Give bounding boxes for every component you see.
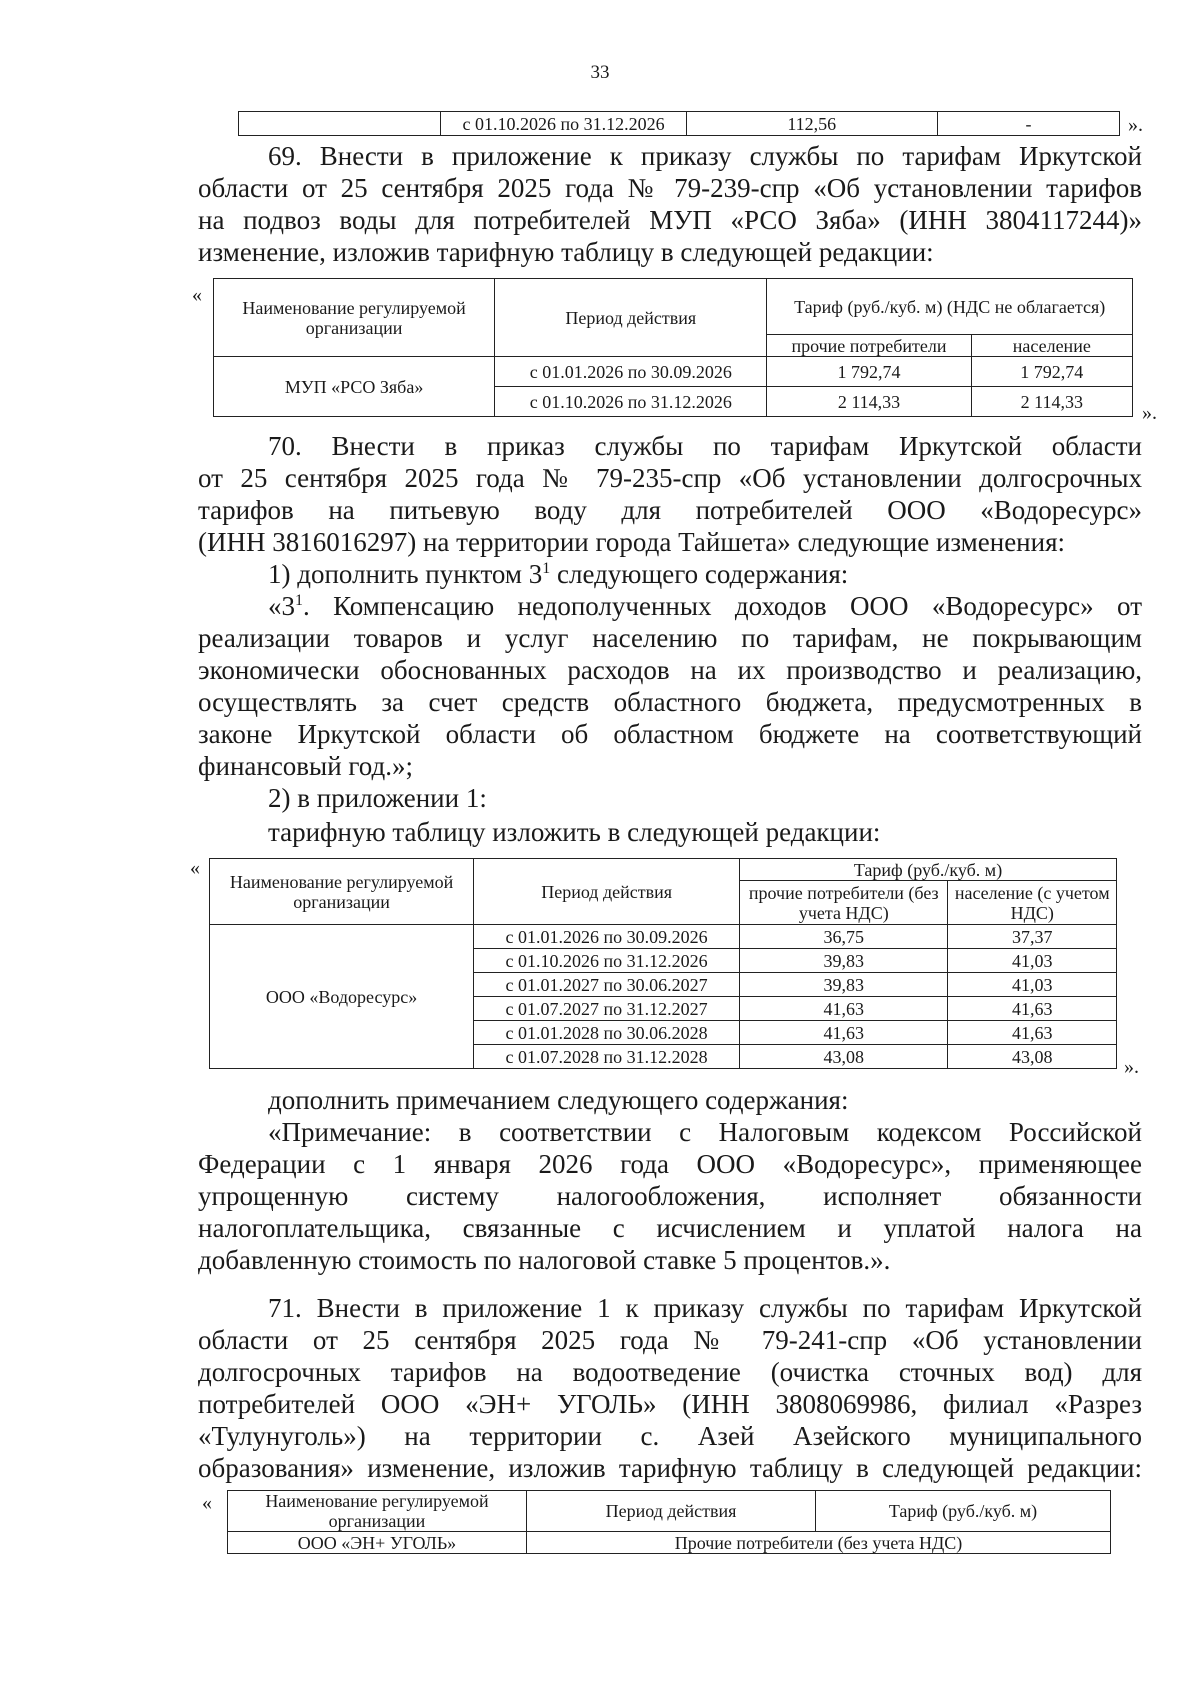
table70-header-org: Наименование регулируемой организации: [210, 859, 474, 925]
top-table: [238, 111, 1120, 136]
p70-item2-sub: тарифную таблицу изложить в следующей редакции:: [268, 817, 881, 847]
p71-line: «Тулунуголь») на территории с. Азей Азейского муниципального: [198, 1421, 1142, 1451]
p70-quote-line: реализации товаров и услуг населению по тарифам, не покрывающим: [198, 623, 1142, 653]
table69-header-period: Период действия: [495, 279, 767, 357]
p70-quote-line: законе Иркутской области об областном бюджете на соответствующий: [198, 719, 1142, 749]
table70-header-tariff: Тариф (руб./куб. м): [740, 859, 1117, 881]
p70-line: тарифов на питьевую воду для потребителей ООО «Водоресурс»: [198, 495, 1142, 525]
table70-pop: 43,08: [948, 1045, 1117, 1069]
p71-line: 71. Внести в приложение 1 к приказу службы по тарифам Иркутской: [268, 1293, 1142, 1323]
table69-close-quote: ».: [1142, 402, 1157, 424]
top-table-close-quote: ».: [1128, 114, 1143, 136]
table70-header-pop: население (с учетом НДС): [948, 881, 1117, 925]
table69-header-tariff: Тариф (руб./куб. м) (НДС не облагается): [767, 279, 1133, 335]
p70-quote-line: экономически обоснованных расходов на их производство и реализацию,: [198, 655, 1142, 685]
top-table-dash: -: [937, 112, 1119, 136]
table70-period: с 01.01.2028 по 30.06.2028: [474, 1021, 740, 1045]
note-block: [198, 1084, 1142, 1276]
note-intro: дополнить примечанием следующего содержания:: [268, 1085, 849, 1115]
note-line: Федерации с 1 января 2026 года ООО «Водоресурс», применяющее: [198, 1149, 1142, 1179]
table69-other: 2 114,33: [767, 387, 971, 417]
p69-line: изменение, изложив тарифную таблицу в следующей редакции:: [198, 237, 934, 267]
table69-header-org: Наименование регулируемой организации: [214, 279, 495, 357]
note-last: добавленную стоимость по налоговой ставке 5 процентов.».: [198, 1245, 891, 1275]
table69-other: 1 792,74: [767, 357, 971, 387]
table-71: [227, 1490, 1111, 1554]
note-line: налогоплательщика, связанные с исчислением и уплатой налога на: [198, 1213, 1142, 1243]
table70-org: ООО «Водоресурс»: [210, 925, 474, 1069]
table70-pop: 41,03: [948, 973, 1117, 997]
table70-open-quote: «: [190, 857, 200, 879]
table-69: [213, 278, 1133, 417]
p70-line: (ИНН 3816016297) на территории города Тайшета» следующие изменения:: [198, 527, 1065, 557]
table71-category: Прочие потребители (без учета НДС): [527, 1532, 1111, 1554]
table69-header-pop: население: [971, 335, 1132, 357]
table70-other: 39,83: [740, 973, 948, 997]
p70-quote-first: «$3^1$. Компенсацию недополученных доходов ООО «Водоресурс» от: [268, 591, 1142, 621]
note-line: упрощенную систему налогообложения, исполняет обязанности: [198, 1181, 1142, 1211]
table70-other: 43,08: [740, 1045, 948, 1069]
p70-quote-last: финансовый год.»;: [198, 751, 414, 781]
table70-period: с 01.10.2026 по 31.12.2026: [474, 949, 740, 973]
paragraph-70: [198, 430, 1142, 848]
p70-line: от 25 сентября 2025 года № 79-235-спр «Об установлении долгосрочных: [198, 463, 1142, 493]
table70-period: с 01.07.2028 по 31.12.2028: [474, 1045, 740, 1069]
table70-period: с 01.01.2026 по 30.09.2026: [474, 925, 740, 949]
table71-header-org: Наименование регулируемой организации: [228, 1491, 527, 1532]
table70-header-other: прочие потребители (без учета НДС): [740, 881, 948, 925]
table70-other: 41,63: [740, 1021, 948, 1045]
table69-org: МУП «РСО Зяба»: [214, 357, 495, 417]
table71-header-tariff: Тариф (руб./куб. м): [816, 1491, 1111, 1532]
p71-line: образования» изменение, изложив тарифную таблицу в следующей редакции:: [198, 1453, 1142, 1483]
table-70: [209, 858, 1117, 1069]
table71-open-quote: «: [202, 1492, 212, 1514]
table70-other: 41,63: [740, 997, 948, 1021]
p70-item2: 2) в приложении 1:: [268, 783, 487, 813]
table70-pop: 41,63: [948, 997, 1117, 1021]
page-number: 33: [590, 62, 610, 83]
p70-quote-line: осуществлять за счет средств областного бюджета, предусмотренных в: [198, 687, 1142, 717]
table70-period: с 01.07.2027 по 31.12.2027: [474, 997, 740, 1021]
p70-item1: 1) дополнить пунктом $3^1$ следующего содержания:: [268, 559, 849, 589]
table69-pop: 2 114,33: [971, 387, 1132, 417]
table70-period: с 01.01.2027 по 30.06.2027: [474, 973, 740, 997]
table69-period: с 01.01.2026 по 30.09.2026: [495, 357, 767, 387]
p69-line: 69. Внести в приложение к приказу службы по тарифам Иркутской: [268, 141, 1142, 171]
p70-line: 70. Внести в приказ службы по тарифам Иркутской области: [268, 431, 1142, 461]
table71-org: ООО «ЭН+ УГОЛЬ»: [228, 1532, 527, 1554]
table69-header-other: прочие потребители: [767, 335, 971, 357]
top-table-value: 112,56: [686, 112, 937, 136]
table69-open-quote: «: [192, 284, 202, 306]
top-table-period: с 01.10.2026 по 31.12.2026: [441, 112, 686, 136]
table70-pop: 41,03: [948, 949, 1117, 973]
note-line: «Примечание: в соответствии с Налоговым кодексом Российской: [268, 1117, 1142, 1147]
paragraph-71: [198, 1292, 1142, 1484]
table71-header-period: Период действия: [527, 1491, 816, 1532]
table70-pop: 41,63: [948, 1021, 1117, 1045]
table70-pop: 37,37: [948, 925, 1117, 949]
table70-other: 39,83: [740, 949, 948, 973]
table70-close-quote: ».: [1124, 1056, 1139, 1078]
p69-line: на подвоз воды для потребителей МУП «РСО Зяба» (ИНН 3804117244)»: [198, 205, 1142, 235]
table69-pop: 1 792,74: [971, 357, 1132, 387]
p69-line: области от 25 сентября 2025 года № 79-239-спр «Об установлении тарифов: [198, 173, 1142, 203]
p71-line: долгосрочных тарифов на водоотведение (очистка сточных вод) для: [198, 1357, 1142, 1387]
p71-line: потребителей ООО «ЭН+ УГОЛЬ» (ИНН 3808069986, филиал «Разрез: [198, 1389, 1142, 1419]
table70-other: 36,75: [740, 925, 948, 949]
paragraph-69: [198, 140, 1142, 268]
table69-period: с 01.10.2026 по 31.12.2026: [495, 387, 767, 417]
p71-line: области от 25 сентября 2025 года № 79-241-спр «Об установлении: [198, 1325, 1142, 1355]
table70-header-period: Период действия: [474, 859, 740, 925]
